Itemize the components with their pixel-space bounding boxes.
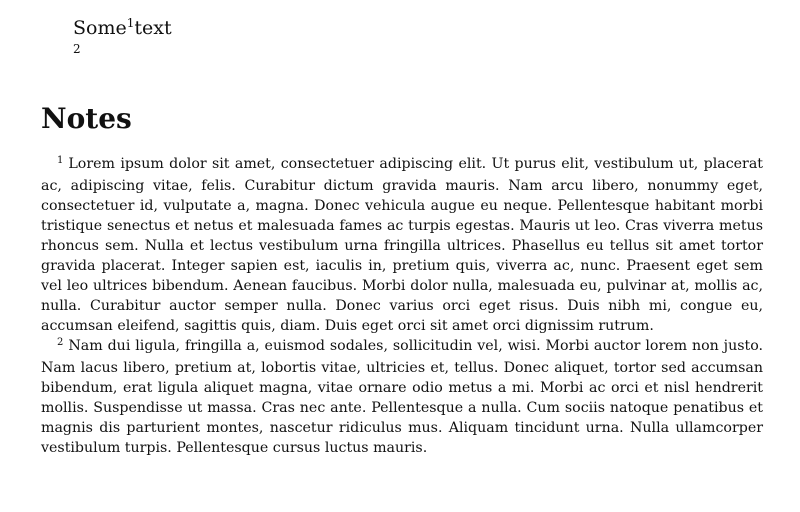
note-2-mark: 2 (57, 337, 64, 348)
intro-line (73, 16, 172, 42)
note-1-text: Lorem ipsum dolor sit amet, consectetuer adipiscing elit. Ut purus elit, vestibulum ut, placerat ac, adipiscing vitae, felis. Curabitur dictum gravida mauris. Nam arcu libero, nonummy eget, consectetuer id, vulputate a, magna. Donec vehicula augue eu neque. Pellentesque habitant morbi tristique senectus et netus et malesuada fames ac turpis egestas. Mauris ut leo. Cras viverra metus rhoncus sem. Nulla et lectus vestibulum urna fringilla ultrices. Phasellus eu tellus sit amet tortor gravida placerat. Integer sapien est, iaculis in, pretium quis, viverra ac, nunc. Praesent eget sem vel leo ultrices bibendum. Aenean faucibus. Morbi dolor nulla, malesuada eu, pulvinar at, mollis ac, nulla. Curabitur auctor semper nulla. Donec varius orci eget risus. Duis nibh mi, congue eu, accumsan eleifend, sagittis quis, diam. Duis eget orci sit amet orci dignissim rutrum. (41, 156, 763, 334)
note-2 (41, 336, 763, 458)
notes-list (41, 154, 763, 458)
notes-heading: Notes (41, 102, 132, 135)
footnote-ref-1[interactable]: 1 (126, 16, 135, 30)
note-1-mark: 1 (57, 155, 64, 166)
intro-word-before: Some (73, 17, 127, 39)
footnote-ref-2[interactable]: 2 (73, 42, 81, 56)
note-1 (41, 154, 763, 336)
intro-word-after: text (134, 17, 172, 39)
note-2-text: Nam dui ligula, fringilla a, euismod sodales, sollicitudin vel, wisi. Morbi auctor lorem non justo. Nam lacus libero, pretium at, lobortis vitae, ultricies et, tellus. Donec aliquet, tortor sed accumsan bibendum, erat ligula aliquet magna, vitae ornare odio metus a mi. Morbi ac orci et nisl hendrerit mollis. Suspendisse ut massa. Cras nec ante. Pellentesque a nulla. Cum sociis natoque penatibus et magnis dis parturient montes, nascetur ridiculus mus. Aliquam tincidunt urna. Nulla ullamcorper vestibulum turpis. Pellentesque cursus luctus mauris. (41, 338, 763, 456)
